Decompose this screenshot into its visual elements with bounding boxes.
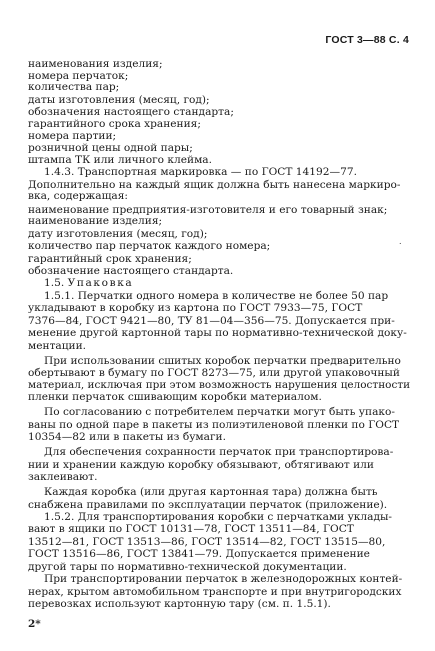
list-b-item: гарантийный срок хранения;: [28, 252, 192, 265]
para-1-4-3-line: вка, содержащая:: [28, 190, 128, 203]
list-b-item: наименование изделия;: [28, 215, 163, 228]
para-sewn-line: обертывают в бумагу по ГОСТ 8273—75, или другой упаковочный: [28, 367, 400, 380]
list-a-item: штампа ТК или личного клейма.: [28, 153, 212, 166]
list-a-item: количества пар;: [28, 81, 120, 94]
section-title: Упаковка: [67, 277, 134, 290]
list-a-item: розничной цены одной пары;: [28, 142, 193, 155]
para-1-5-2-line: ГОСТ 13516—86, ГОСТ 13841—79. Допускается применение: [28, 548, 370, 561]
page-header: ГОСТ 3—88 С. 4: [325, 34, 409, 46]
para-1-5-1-line: 7376—84, ГОСТ 9421—80, ТУ 81—04—356—75. Допускается при-: [28, 314, 395, 327]
para-1-5-2-line: вают в ящики по ГОСТ 10131—78, ГОСТ 13511—84, ГОСТ: [28, 523, 354, 536]
list-a-item: номера перчаток;: [28, 69, 129, 82]
para-1-5-2-line: другой тары по нормативно-технической документации.: [28, 560, 347, 573]
list-b-item: обозначение настоящего стандарта.: [28, 264, 234, 277]
list-a-item: номера партии;: [28, 129, 117, 142]
para-agree-line: ваны по одной паре в пакеты из полиэтиленовой пленки по ГОСТ: [28, 418, 400, 431]
para-safety-line: нии и хранении каждую коробку обязывают, обтягивают или: [28, 458, 374, 471]
para-sewn-line: материал, исключая при этом возможность нарушения целостности: [28, 378, 411, 391]
para-box-line: Каждая коробка (или другая картонная тара) должна быть: [44, 486, 378, 499]
para-rail-line: нерах, крытом автомобильном транспорте и при внутригородских: [28, 585, 402, 598]
para-1-5-1-line: менение другой картонной тары по нормативно-технической доку-: [28, 327, 407, 340]
list-b-item: дату изготовления (месяц, год);: [28, 227, 208, 240]
list-b-item: количество пар перчаток каждого номера;: [28, 240, 271, 253]
para-1-5-1-line: 1.5.1. Перчатки одного номера в количестве не более 50 пар: [44, 289, 389, 302]
list-a-item: обозначения настоящего стандарта;: [28, 106, 234, 118]
para-agree-line: 10354—82 или в пакеты из бумаги.: [28, 431, 226, 443]
scan-speck: ˙: [398, 243, 403, 253]
para-box-line: снабжена правилами по эксплуатации перчаток (приложение).: [28, 498, 388, 511]
list-b-item: наименование предприятия-изготовителя и его товарный знак;: [28, 203, 388, 216]
para-agree-line: По согласованию с потребителем перчатки могут быть упако-: [44, 406, 395, 419]
list-a-item: даты изготовления (месяц, год);: [28, 93, 210, 106]
para-1-5-1-line: укладывают в коробку из картона по ГОСТ 7933—75, ГОСТ: [28, 302, 363, 315]
para-sewn-line: пленки перчаток сшивающим коробки материалом.: [28, 391, 322, 404]
para-rail-line: При транспортировании перчаток в железнодорожных контей-: [44, 573, 403, 586]
para-1-5-2-line: 1.5.2. Для транспортирования коробки с перчатками уклады-: [44, 511, 393, 523]
para-rail-line: перевозках используют картонную тару (см. п. 1.5.1).: [28, 598, 331, 610]
section-number: 1.5.: [44, 277, 65, 290]
para-1-4-3-line: 1.4.3. Транспортная маркировка — по ГОСТ 14192—77.: [44, 166, 357, 179]
list-a-item: наименования изделия;: [28, 58, 163, 70]
para-safety-line: заклеивают.: [28, 471, 98, 483]
section-heading: [44, 277, 133, 290]
para-sewn-line: При использовании сшитых коробок перчатки предварительно: [44, 354, 401, 367]
para-1-5-2-line: 13512—81, ГОСТ 13513—86, ГОСТ 13514—82, ГОСТ 13515—80,: [28, 535, 386, 548]
para-safety-line: Для обеспечения сохранности перчаток при транспортирова-: [44, 446, 394, 459]
para-1-4-3-line: Дополнительно на каждый ящик должна быть нанесена маркиро-: [28, 178, 401, 191]
list-a-item: гарантийного срока хранения;: [28, 118, 201, 131]
page-marker: 2*: [28, 618, 41, 630]
para-1-5-1-line: ментации.: [28, 339, 87, 352]
